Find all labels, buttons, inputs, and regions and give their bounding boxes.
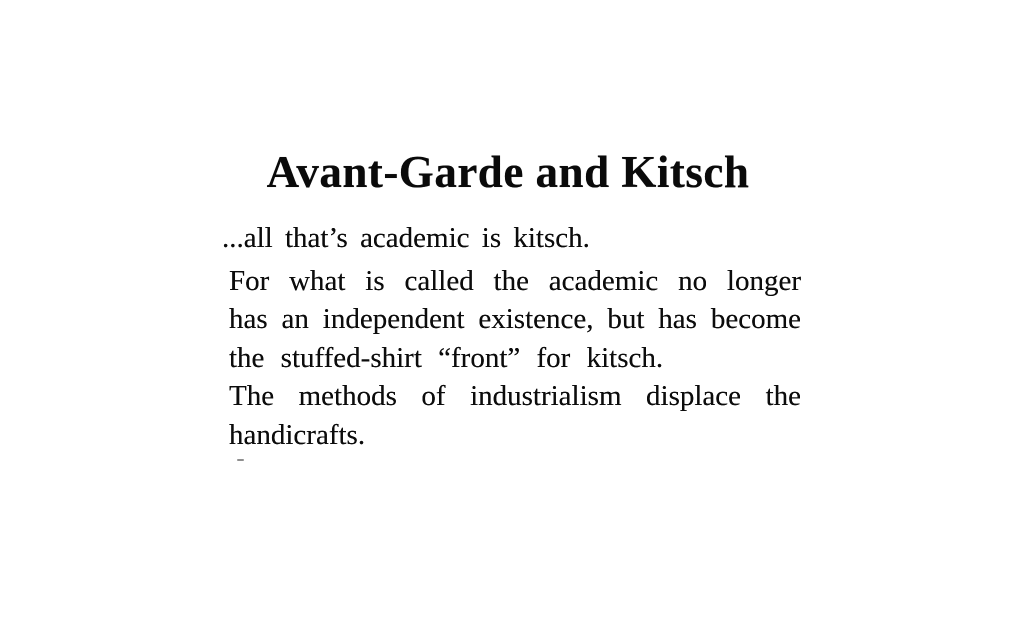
text-line: For what is called the academic no longer: [229, 264, 801, 297]
text-line: the stuffed-shirt “front” for kitsch.: [229, 341, 664, 374]
scan-artifact-mark: [237, 459, 244, 461]
text-line: has an independent existence, but has become: [229, 303, 801, 335]
text-line: The methods of industrialism displace the: [229, 380, 801, 412]
body-text-block: [222, 219, 801, 454]
text-line: handicrafts.: [229, 418, 366, 451]
text-line: ...all that’s academic is kitsch.: [222, 222, 590, 254]
page-title: Avant-Garde and Kitsch: [266, 147, 750, 197]
